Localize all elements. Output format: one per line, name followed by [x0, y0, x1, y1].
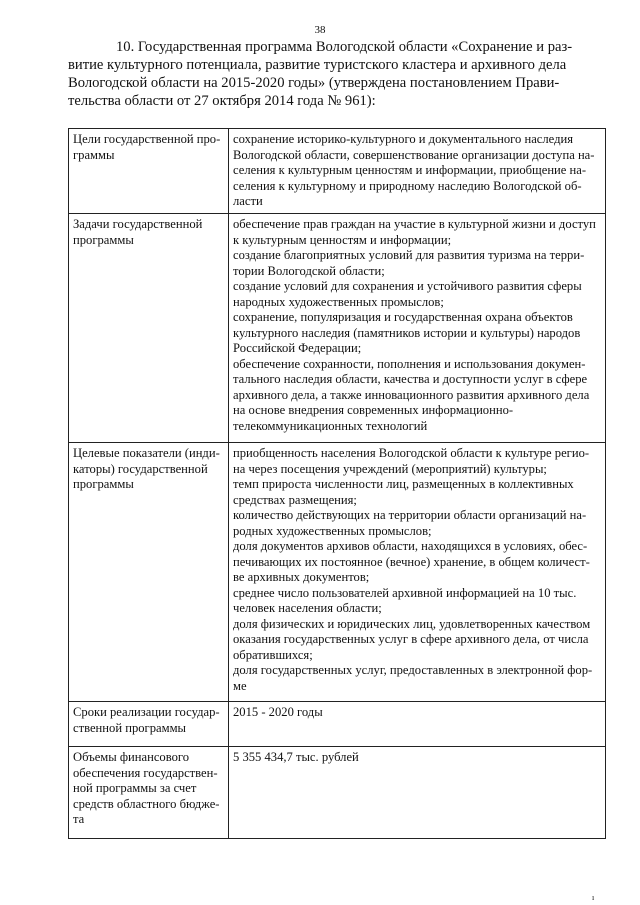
- label-line: Цели государственной про-: [73, 132, 221, 146]
- page-number: 38: [314, 24, 326, 36]
- value-line: ве архивных документов;: [233, 570, 370, 584]
- label-line: средств областного бюдже-: [73, 796, 220, 811]
- label-funding: [69, 747, 229, 839]
- value-line: создание благоприятных условий для развития туризма на терри-: [233, 248, 585, 262]
- value-line: обеспечение прав граждан на участие в культурной жизни и доступ: [233, 217, 596, 231]
- value-line: селения к культурному и природному наследию Вологодской об-: [233, 178, 582, 193]
- value-timeline: [229, 702, 606, 747]
- value-line: архивного дела, а также инновационного развития архивного дела: [233, 387, 590, 402]
- value-line: тального наследия области, качества и доступности услуг в сфере: [233, 372, 588, 386]
- value-line: 2015 - 2020 годы: [233, 705, 323, 719]
- row-goals: [69, 129, 606, 214]
- value-line: доля государственных услуг, предоставленных в электронной фор-: [233, 663, 593, 677]
- value-line: доля физических и юридических лиц, удовлетворенных качеством: [233, 616, 591, 631]
- value-indicators: [229, 443, 606, 702]
- row-timeline: [69, 702, 606, 747]
- value-tasks: [229, 214, 606, 443]
- value-line: Вологодской области, совершенствование организации доступа на-: [233, 147, 595, 162]
- value-line: 5 355 434,7 тыс. рублей: [233, 750, 359, 764]
- heading-line: 10. Государственная программа Вологодской области «Сохранение и раз-: [116, 39, 573, 55]
- label-line: обеспечения государствен-: [73, 765, 218, 780]
- heading-line: Вологодской области на 2015-2020 годы» (утверждена постановлением Прави-: [68, 75, 560, 91]
- value-line: среднее число пользователей архивной информацией на 10 тыс.: [233, 585, 577, 600]
- value-line: сохранение, популяризация и государственная охрана объектов: [233, 310, 573, 324]
- value-funding: [229, 747, 606, 839]
- label-line: граммы: [73, 147, 115, 162]
- value-line: средствах размещения;: [233, 492, 357, 507]
- value-line: телекоммуникационных технологий: [233, 418, 428, 433]
- value-goals: [229, 129, 606, 214]
- value-line: на через посещения учреждений (мероприятий) культуры;: [233, 461, 547, 476]
- label-line: ной программы за счет: [73, 781, 197, 795]
- label-line: Задачи государственной: [73, 217, 203, 231]
- label-line: Целевые показатели (инди-: [73, 446, 220, 460]
- scan-mark: ı: [592, 893, 595, 902]
- value-line: на основе внедрения современных информационно-: [233, 403, 514, 417]
- row-indicators: [69, 443, 606, 702]
- value-line: человек населения области;: [233, 601, 382, 615]
- value-line: ме: [233, 678, 247, 693]
- label-line: программы: [73, 477, 134, 491]
- value-line: к культурным ценностям и информации;: [233, 232, 452, 247]
- program-passport-table: [68, 128, 606, 839]
- value-line: печивающих их постоянное (вечное) хранение, в общем количест-: [233, 554, 590, 569]
- value-line: тории Вологодской области;: [233, 263, 385, 278]
- label-line: та: [73, 812, 85, 826]
- value-line: сохранение историко-культурного и документального наследия: [233, 132, 574, 146]
- value-line: темп прироста численности лиц, размещенных в коллективных: [233, 477, 574, 491]
- section-heading: [68, 38, 604, 110]
- value-line: приобщенность населения Вологодской области к культуре регио-: [233, 446, 590, 460]
- label-line: ственной программы: [73, 720, 187, 735]
- heading-line: витие культурного потенциала, развитие туристского кластера и архивного дела: [68, 57, 567, 73]
- row-funding: [69, 747, 606, 839]
- value-line: ласти: [233, 194, 263, 208]
- value-line: родных художественных промыслов;: [233, 523, 432, 538]
- label-line: каторы) государственной: [73, 461, 208, 476]
- value-line: народных художественных промыслов;: [233, 294, 444, 309]
- value-line: доля документов архивов области, находящихся в условиях, обес-: [233, 539, 588, 553]
- label-indicators: [69, 443, 229, 702]
- label-line: программы: [73, 232, 134, 247]
- value-line: Российской Федерации;: [233, 341, 362, 355]
- label-tasks: [69, 214, 229, 443]
- value-line: количество действующих на территории области организаций на-: [233, 508, 587, 522]
- value-line: обеспечение сохранности, пополнения и использования докумен-: [233, 356, 586, 371]
- value-line: создание условий для сохранения и устойчивого развития сферы: [233, 279, 582, 293]
- label-line: Сроки реализации государ-: [73, 705, 220, 719]
- heading-line: тельства области от 27 октября 2014 года № 961):: [68, 93, 376, 109]
- value-line: культурного наследия (памятников истории и культуры) народов: [233, 325, 581, 340]
- row-tasks: [69, 214, 606, 443]
- label-goals: [69, 129, 229, 214]
- value-line: обратившихся;: [233, 647, 313, 662]
- label-timeline: [69, 702, 229, 747]
- label-line: Объемы финансового: [73, 750, 190, 764]
- value-line: селения к культурным ценностям и информации, приобщение на-: [233, 163, 587, 177]
- value-line: оказания государственных услуг в сфере архивного дела, от числа: [233, 632, 589, 646]
